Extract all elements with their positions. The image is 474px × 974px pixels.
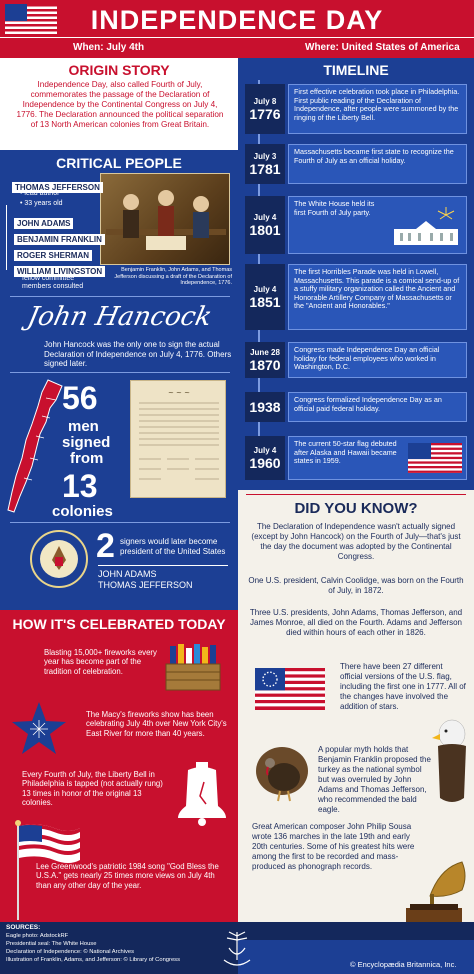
when-label: When: July 4th <box>73 42 145 53</box>
critical-people-title: CRITICAL PEOPLE <box>56 155 182 171</box>
dyk-fact-2: One U.S. president, Calvin Coolidge, was born on the Fourth of July, in 1872. <box>248 576 464 595</box>
jefferson-note-1: • lead author <box>20 190 60 197</box>
copyright: © Encyclopædia Britannica, Inc. <box>350 960 457 969</box>
source-4: Illustration of Franklin, Adams, and Jefferson: © Library of Congress <box>6 957 180 963</box>
timeline-item-1851: July 4 1851 The first Horribles Parade was held in Lowell, Massachusetts. This parade is a comical send-up of a stuffy military organization called the Ancient and Honorable Artillery Company of Massachusetts or the "Ancient and Honorables." <box>245 264 467 330</box>
celebrated-title: HOW IT'S CELEBRATED TODAY <box>12 616 226 632</box>
franklin-chip: BENJAMIN FRANKLIN <box>14 229 105 247</box>
source-1: Eagle photo: AdstockRF <box>6 933 69 939</box>
livingston-chip: WILLIAM LIVINGSTON <box>14 261 105 279</box>
where-label: Where: United States of America <box>305 42 460 53</box>
timeline-item-1870: June 28 1870 Congress made Independence Day an official holiday for federal employees who worked in Washington, D.C. <box>245 342 467 378</box>
timeline-item-1781: July 3 1781 Massachusetts became first state to recognize the Fourth of July as an official holiday. <box>245 144 467 184</box>
sources-title: SOURCES: <box>6 924 41 931</box>
white-house-icon <box>390 207 462 247</box>
timeline-item-1776: July 8 1776 First effective celebration took place in Philadelphia. First public reading of the Declaration of Independence, after people were summoned by the ringing of the Liberty Bell. <box>245 84 467 134</box>
men-number: 56 <box>62 380 98 416</box>
turkey-icon <box>248 735 318 805</box>
president-name-2: THOMAS JEFFERSON <box>98 580 193 590</box>
dyk-fact-6: Great American composer John Philip Sousa wrote 136 marches in the late 19th and early 20th centuries. Some of his greatest hits were among the first to be recorded and mass-produced as phonograph records. <box>252 822 415 871</box>
source-2: Presidential seal: The White House <box>6 941 97 947</box>
celebration-fact-3: Every Fourth of July, the Liberty Bell in Philadelphia is tapped (not actually rung) 13 times in honor of the original 13 colonies. <box>22 770 163 808</box>
britannica-thistle-logo-icon <box>218 930 256 970</box>
betsy-ross-flag-icon <box>255 668 325 710</box>
source-3: Declaration of Independence: © National Archives <box>6 949 135 955</box>
origin-text: Independence Day, also called Fourth of July, commemorates the passage of the Declaration of Independence by the Continental Congress on July 4, 1776. The Declaration announced the political separation of 13 North American colonies from Great Britain. <box>16 80 224 129</box>
star-icon <box>10 700 68 758</box>
dyk-fact-1: The Declaration of Independence wasn't actually signed (except by John Hancock) on the Fourth of July—that's just the day the document was adopted by the Continental Congress. <box>251 522 461 561</box>
timeline-title: TIMELINE <box>323 62 389 78</box>
colonies-text: colonies <box>52 503 113 520</box>
origin-title: ORIGIN STORY <box>68 62 170 78</box>
men-text-2: signed <box>62 434 111 451</box>
dyk-fact-5: A popular myth holds that Benjamin Franklin proposed the turkey as the national symbol but was overruled by John Adams and Thomas Jefferson, who recommended the bald eagle. <box>318 745 431 814</box>
liberty-bell-icon <box>174 762 230 826</box>
phonograph-icon <box>400 858 470 932</box>
fifty-star-flag-icon <box>408 443 462 473</box>
founders-painting <box>100 173 230 265</box>
celebration-fact-4: Lee Greenwood's patriotic 1984 song "God Bless the U.S.A." gets nearly 25 times more views on July 4th than any other day of the year. <box>36 862 219 890</box>
jefferson-note-2: • 33 years old <box>20 200 63 207</box>
bald-eagle-icon <box>432 718 472 808</box>
did-you-know-title: DID YOU KNOW? <box>294 500 418 517</box>
sherman-chip: ROGER SHERMAN <box>14 245 92 263</box>
colonies-map <box>6 378 68 518</box>
men-text-1: men <box>68 418 99 435</box>
jefferson-chip: THOMAS JEFFERSON <box>12 177 103 195</box>
dyk-fact-4: There have been 27 different official versions of the U.S. flag, including the first one in 1777. All of the changes have involved the addition of stars. <box>340 662 466 711</box>
timeline-item-1938: 1938 Congress formalized Independence Day as an official paid federal holiday. <box>245 392 467 422</box>
hancock-signature: John Hancock <box>24 302 215 332</box>
declaration-document <box>130 380 226 498</box>
page-title: INDEPENDENCE DAY <box>90 5 384 35</box>
svg-text:~ ~ ~: ~ ~ ~ <box>167 389 191 397</box>
painting-caption: Benjamin Franklin, John Adams, and Thomas Jefferson discussing a draft of the Declaration of Independence, 1776. <box>114 267 232 286</box>
celebration-fact-1: Blasting 15,000+ fireworks every year has become part of the tradition of celebration. <box>44 648 157 676</box>
adams-chip: JOHN ADAMS <box>14 213 73 231</box>
dyk-fact-3: Three U.S. presidents, John Adams, Thomas Jefferson, and James Monroe, all died on the Fourth. Adams and Jefferson died within hours of each other in 1826. <box>249 608 463 637</box>
presidential-seal-icon <box>30 530 88 588</box>
fireworks-crate-icon <box>164 642 222 692</box>
colonies-number: 13 <box>62 468 98 504</box>
celebration-fact-2: The Macy's fireworks show has been celebrating July 4th over New York City's East River for more than 40 years. <box>86 710 227 738</box>
president-name-1: JOHN ADAMS <box>98 569 157 579</box>
timeline-item-1801: July 4 1801 The White House held its first Fourth of July party. <box>245 196 467 254</box>
presidents-text: signers would later become president of the United States <box>120 537 226 556</box>
timeline-item-1960: July 4 1960 The current 50-star flag debuted after Alaska and Hawaii became states in 1959. <box>245 436 467 480</box>
men-text-3: from <box>70 450 104 467</box>
presidents-number: 2 <box>96 527 115 565</box>
committee-note: fellow committee members consulted <box>22 275 84 290</box>
hancock-text: John Hancock was the only one to sign the actual Declaration of Independence on July 4, 1776. Others signed later. <box>44 340 232 369</box>
